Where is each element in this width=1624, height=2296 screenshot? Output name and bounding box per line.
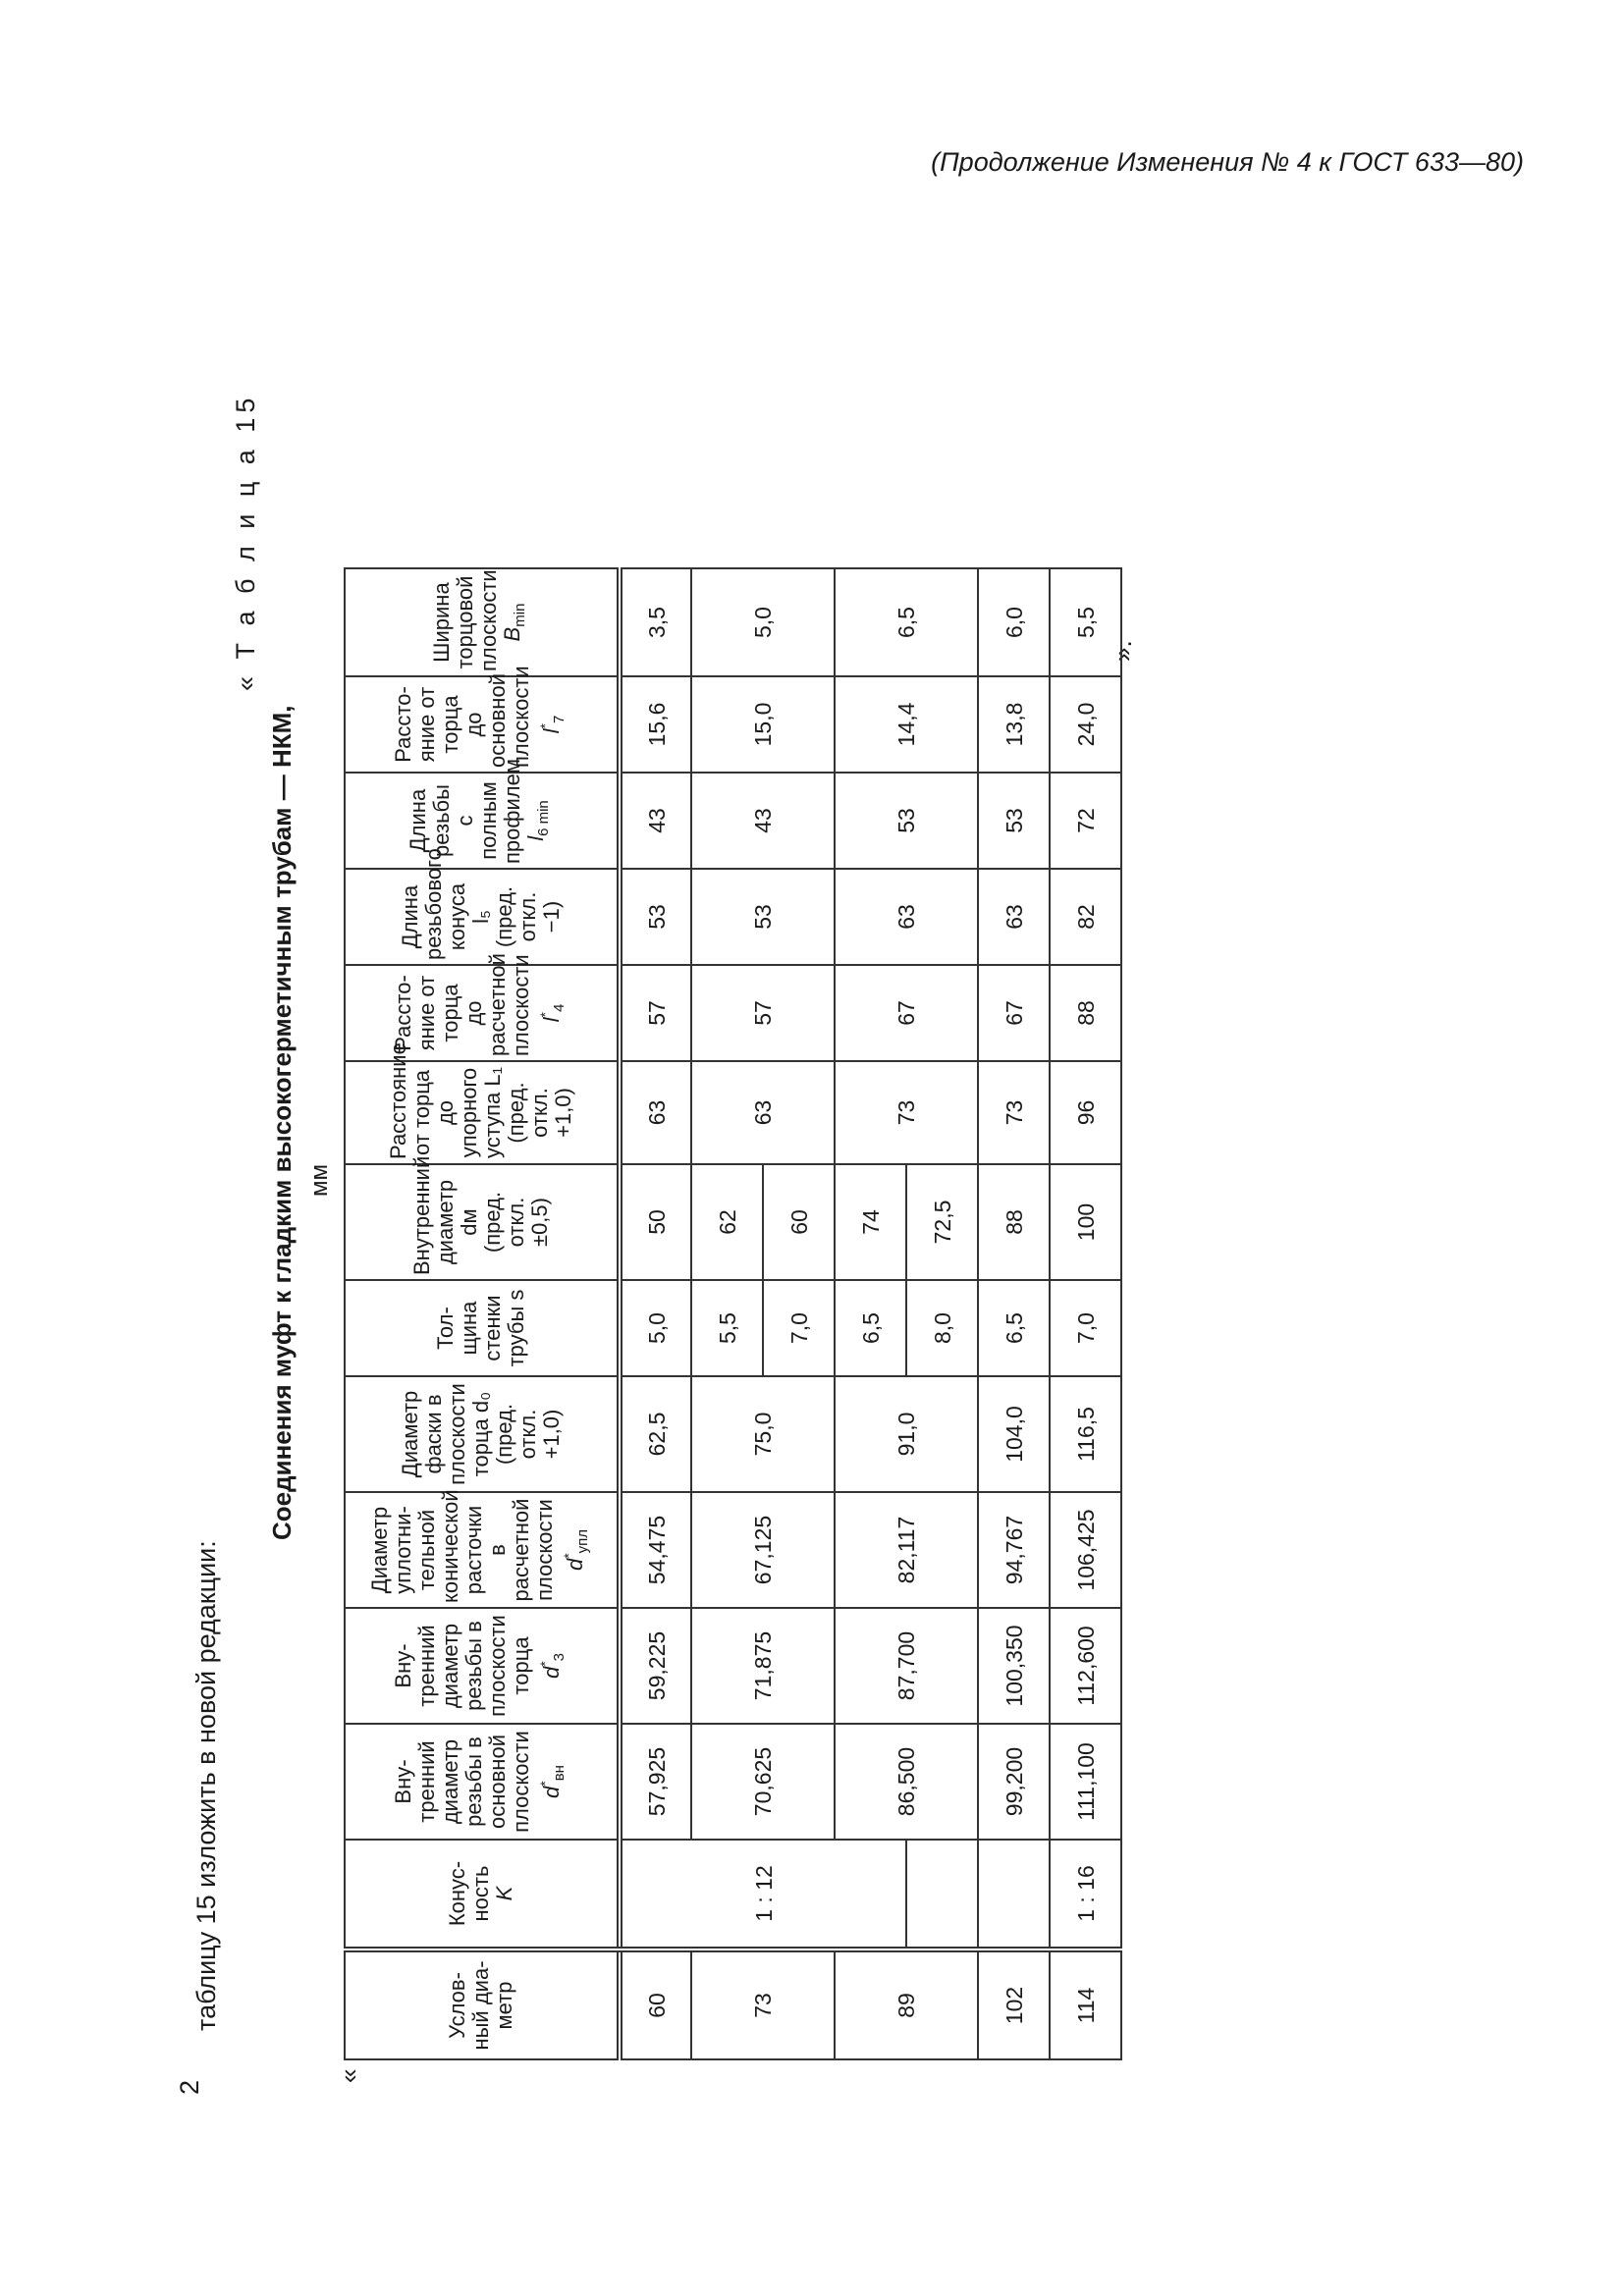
cell-l4: 67 <box>835 965 978 1061</box>
column-header-sub: вн <box>550 1765 568 1782</box>
cell-l5: 63 <box>835 869 978 965</box>
table-title: Соединения муфт к гладким высокогерметичным трубам — НКМ, <box>267 705 297 1540</box>
cell-d0: 116,5 <box>1050 1376 1121 1492</box>
column-header-sup: * <box>536 1661 553 1667</box>
column-header-sub: упл <box>573 1528 591 1554</box>
cell-d3: 87,700 <box>835 1608 978 1724</box>
column-header-text: Внутренний диаметр dм (пред. откл. ±0,5) <box>409 1155 552 1275</box>
cell-d3: 100,350 <box>978 1608 1050 1724</box>
table-row <box>835 568 906 2059</box>
cell-taper: 1 : 12 <box>620 1840 906 1949</box>
cell-dn: 89 <box>835 1949 978 2059</box>
cell-s: 6,5 <box>978 1280 1050 1376</box>
column-header-text: Длина резьбового конуса l₅ (пред. откл. −1) <box>398 848 564 960</box>
column-header-text: Услов- ный диа- метр <box>445 1960 516 2051</box>
open-quote: « <box>334 2068 363 2083</box>
cell-dm: 60 <box>763 1164 835 1280</box>
column-header-sub: 7 <box>550 715 568 723</box>
cell-s: 5,0 <box>620 1280 691 1376</box>
cell-dm: 88 <box>978 1164 1050 1280</box>
column-header-text: Диаметр уплотни- тельной конической расточки в расчетной плоскости <box>366 1489 557 1603</box>
cell-s: 6,5 <box>835 1280 906 1376</box>
column-header-text: Длина резьбы с полным профилем <box>406 759 524 864</box>
column-header <box>345 848 620 965</box>
cell-taper <box>978 1840 1050 1949</box>
table-row <box>978 568 1050 2059</box>
cell-b: 5,5 <box>1050 568 1121 676</box>
column-header-sup: * <box>536 1012 553 1018</box>
table-row <box>620 568 691 2059</box>
column-header <box>345 1042 620 1164</box>
column-header-sup: * <box>536 1781 553 1787</box>
column-header-symbol: l <box>538 1017 564 1023</box>
cell-dvn: 111,100 <box>1050 1724 1121 1840</box>
column-header-text: Вну- тренний диаметр резьбы в плоскости торца <box>390 1615 533 1717</box>
cell-dn: 102 <box>978 1949 1050 2059</box>
cell-dm: 50 <box>620 1164 691 1280</box>
page-number: 2 <box>175 2079 204 2095</box>
cell-dupl: 82,117 <box>835 1492 978 1608</box>
column-header-text: Вну- тренний диаметр резьбы в основной плоскости <box>390 1731 533 1833</box>
cell-l7: 15,6 <box>620 676 691 773</box>
rotated-content <box>0 393 1624 2296</box>
cell-b: 6,0 <box>978 568 1050 676</box>
column-header-text: Расстояние от торца до упорного уступа L₁ (пред. откл. +1,0) <box>386 1042 575 1159</box>
cell-taper-blank <box>906 1840 978 1949</box>
column-header-symbol: K <box>492 1886 516 1901</box>
cell-l1: 73 <box>835 1061 978 1164</box>
data-table <box>344 567 1122 2060</box>
column-header <box>345 1949 620 2059</box>
table-unit: мм <box>306 1164 333 1197</box>
cell-dupl: 54,475 <box>620 1492 691 1608</box>
cell-d3: 112,600 <box>1050 1608 1121 1724</box>
column-header <box>345 1280 620 1376</box>
cell-l6: 53 <box>978 773 1050 869</box>
cell-s: 5,5 <box>691 1280 763 1376</box>
column-header-symbol: B <box>500 626 524 642</box>
cell-l4: 57 <box>620 965 691 1061</box>
cell-l7: 15,0 <box>691 676 835 773</box>
cell-l1: 63 <box>620 1061 691 1164</box>
cell-dm: 72,5 <box>906 1164 978 1280</box>
column-header-symbol: d <box>538 1786 564 1798</box>
column-header-text: Рассто- яние от торца до основной плоскости <box>390 666 533 768</box>
cell-s: 8,0 <box>906 1280 978 1376</box>
column-header <box>345 666 620 773</box>
cell-l4: 88 <box>1050 965 1121 1061</box>
column-header-symbol: l <box>538 728 564 734</box>
cell-l4: 57 <box>691 965 835 1061</box>
cell-d3: 59,225 <box>620 1608 691 1724</box>
cell-b: 3,5 <box>620 568 691 676</box>
cell-dm: 100 <box>1050 1164 1121 1280</box>
cell-dupl: 94,767 <box>978 1492 1050 1608</box>
column-header-text: Рассто- яние от торца до расчетной плоскости <box>390 953 533 1056</box>
column-header-sub: 3 <box>550 1652 568 1662</box>
cell-l7: 14,4 <box>835 676 978 773</box>
table-label: « Т а б л и ц а 15 <box>231 393 260 691</box>
column-header <box>345 1840 620 1949</box>
cell-l5: 53 <box>691 869 835 965</box>
cell-d0: 62,5 <box>620 1376 691 1492</box>
cell-dm: 74 <box>835 1164 906 1280</box>
column-header-sub: 4 <box>550 1003 568 1012</box>
cell-l6: 53 <box>835 773 978 869</box>
cell-dupl: 106,425 <box>1050 1492 1121 1608</box>
column-header <box>345 1724 620 1840</box>
column-header-text: Диаметр фаски в плоскости торца d₀ (пред. откл. +1,0) <box>398 1383 564 1485</box>
column-header <box>345 1489 620 1608</box>
cell-l7: 24,0 <box>1050 676 1121 773</box>
cell-l1: 73 <box>978 1061 1050 1164</box>
column-header-text: Ширина торцовой плоскости <box>429 569 501 671</box>
column-header <box>345 568 620 676</box>
column-header-symbol: l <box>523 835 548 841</box>
table-row <box>1050 568 1121 2059</box>
cell-taper: 1 : 16 <box>1050 1840 1121 1949</box>
cell-l1: 63 <box>691 1061 835 1164</box>
column-header <box>345 1155 620 1280</box>
column-header-symbol: d <box>538 1666 564 1680</box>
cell-l1: 96 <box>1050 1061 1121 1164</box>
column-header-sup: * <box>560 1553 576 1559</box>
cell-b: 5,0 <box>691 568 835 676</box>
column-header <box>345 1608 620 1724</box>
cell-d3: 71,875 <box>691 1608 835 1724</box>
cell-d0: 104,0 <box>978 1376 1050 1492</box>
intro-text: таблицу 15 изложить в новой редакции: <box>191 1540 221 2031</box>
cell-dvn: 57,925 <box>620 1724 691 1840</box>
table-header-row <box>345 568 620 2059</box>
cell-b: 6,5 <box>835 568 978 676</box>
cell-l4: 67 <box>978 965 1050 1061</box>
column-header-sub: 6 min <box>535 800 552 836</box>
column-header-text: Тол- щина стенки трубы s <box>433 1289 528 1367</box>
column-header <box>345 1376 620 1492</box>
column-header-sup: * <box>536 723 553 729</box>
cell-l6: 43 <box>620 773 691 869</box>
cell-dn: 114 <box>1050 1949 1121 2059</box>
cell-l6: 43 <box>691 773 835 869</box>
cell-d0: 75,0 <box>691 1376 835 1492</box>
cell-l5: 82 <box>1050 869 1121 965</box>
cell-dm: 62 <box>691 1164 763 1280</box>
cell-l5: 53 <box>620 869 691 965</box>
cell-dvn: 70,625 <box>691 1724 835 1840</box>
column-header-symbol: d <box>562 1558 587 1572</box>
table-row <box>691 568 763 2059</box>
cell-d0: 91,0 <box>835 1376 978 1492</box>
cell-dvn: 99,200 <box>978 1724 1050 1840</box>
document-header: (Продолжение Изменения № 4 к ГОСТ 633—80) <box>931 147 1524 177</box>
cell-l5: 63 <box>978 869 1050 965</box>
cell-dupl: 67,125 <box>691 1492 835 1608</box>
cell-dn: 73 <box>691 1949 835 2059</box>
cell-dvn: 86,500 <box>835 1724 978 1840</box>
close-quote: ». <box>1108 640 1137 662</box>
column-header <box>345 759 620 869</box>
cell-s: 7,0 <box>1050 1280 1121 1376</box>
cell-dn: 60 <box>620 1949 691 2059</box>
cell-l6: 72 <box>1050 773 1121 869</box>
column-header-text: Конус- ность <box>445 1860 493 1927</box>
cell-s: 7,0 <box>763 1280 835 1376</box>
cell-l7: 13,8 <box>978 676 1050 773</box>
column-header-sub: min <box>512 603 528 627</box>
